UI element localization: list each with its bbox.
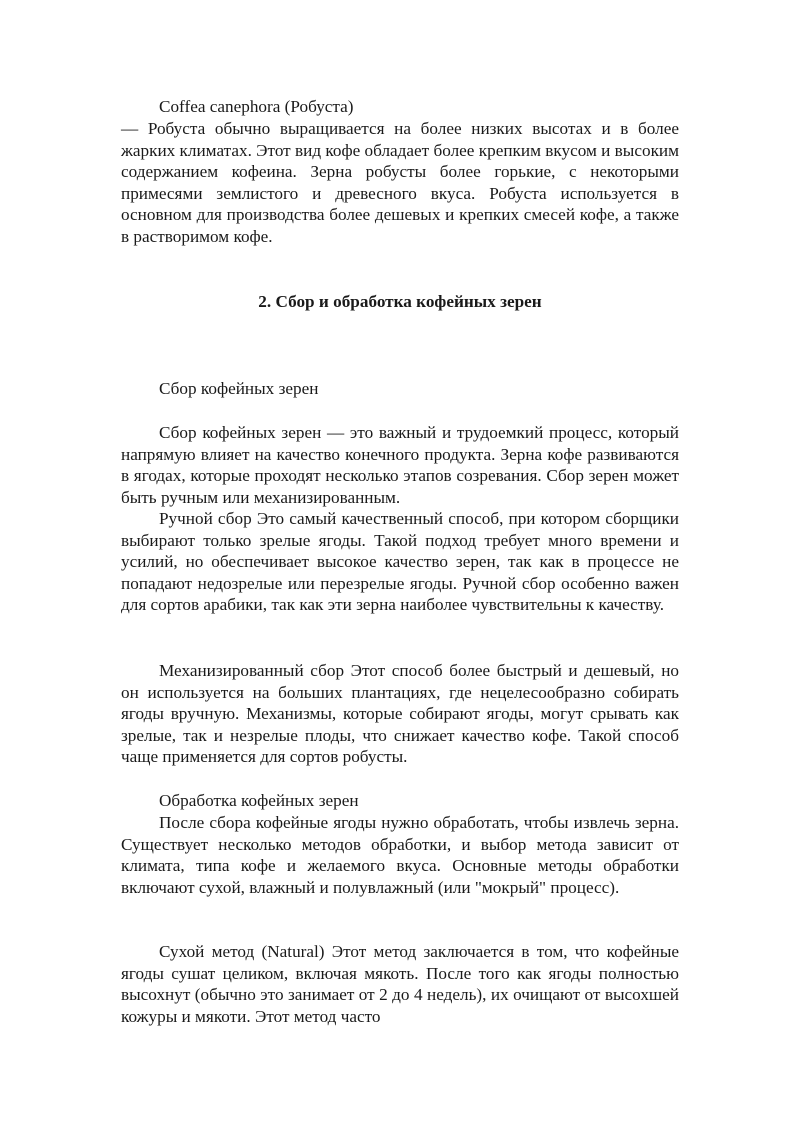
robusta-paragraph: — Робуста обычно выращивается на более низких высотах и в более жарких климатах. Этот вид кофе обладает более крепким вкусом и высоким содержанием кофеина. Зерна робусты более горькие, с некоторыми примесями землистого и древесного вкуса. Робуста используется в основном для производства более дешевых и крепких смесей кофе, а также в растворимом кофе. (121, 119, 679, 246)
dry-method-paragraph: Сухой метод (Natural) Этот метод заключается в том, что кофейные ягоды сушат целиком, включая мякоть. После того как ягоды полностью высохнут (обычно это занимает от 2 до 4 недель), их очищают от высохшей кожуры и мякоти. Этот метод часто (121, 942, 679, 1026)
harvest-subheading: Сбор кофейных зерен (159, 379, 319, 398)
processing-intro-paragraph: После сбора кофейные ягоды нужно обработать, чтобы извлечь зерна. Существует несколько методов обработки, и выбор метода зависит от климата, типа кофе и желаемого вкуса. Основные методы обработки включают сухой, влажный и полувлажный (или "мокрый" процесс). (121, 813, 679, 897)
processing-subheading: Обработка кофейных зерен (159, 791, 359, 810)
robusta-title: Coffea canephora (Робуста) (159, 97, 354, 116)
manual-harvest-paragraph: Ручной сбор Это самый качественный способ, при котором сборщики выбирают только зрелые ягоды. Такой подход требует много времени и усилий, но обеспечивает высокое качество зерен, так как в процессе не попадают недозрелые или перезрелые ягоды. Ручной сбор особенно важен для сортов арабики, так как эти зерна наиболее чувствительны к качеству. (121, 509, 679, 615)
section-heading: 2. Сбор и обработка кофейных зерен (258, 292, 542, 311)
harvest-intro-paragraph: Сбор кофейных зерен — это важный и трудоемкий процесс, который напрямую влияет на качество конечного продукта. Зерна кофе развиваются в ягодах, которые проходят несколько этапов созревания. Сбор зерен может быть ручным или механизированным. (121, 423, 679, 507)
mechanized-harvest-paragraph: Механизированный сбор Этот способ более быстрый и дешевый, но он используется на больших плантациях, где нецелесообразно собирать ягоды вручную. Механизмы, которые собирают ягоды, могут срывать как зрелые, так и незрелые плоды, что снижает качество кофе. Такой способ чаще применяется для сортов робусты. (121, 661, 679, 767)
